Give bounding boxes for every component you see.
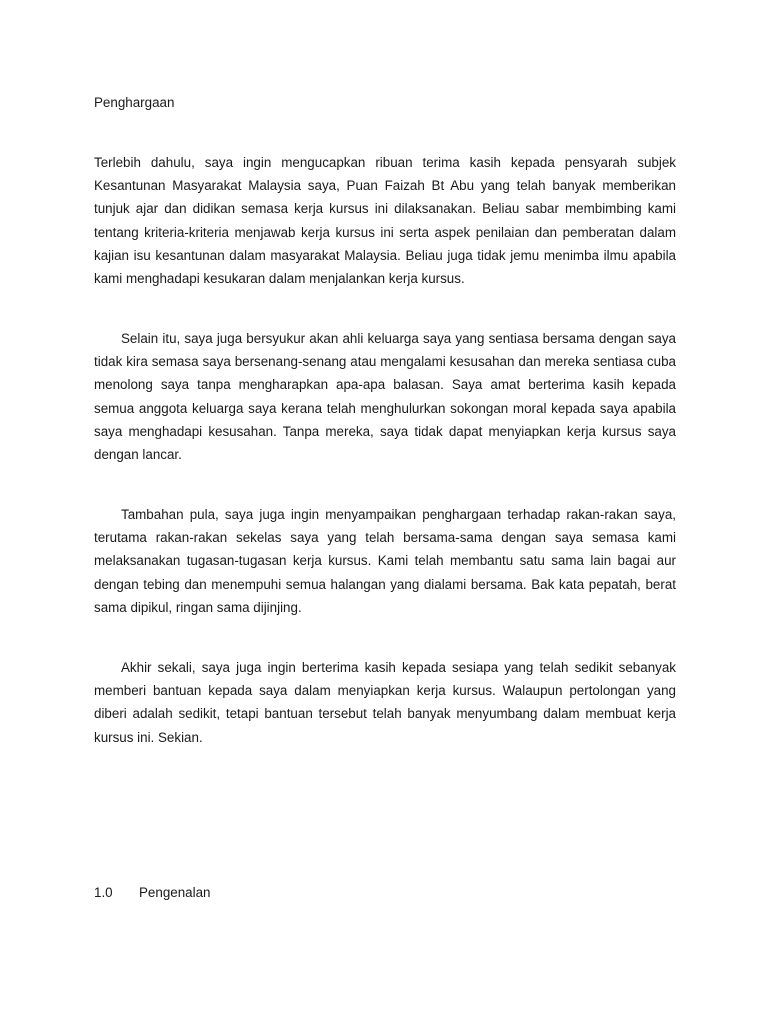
paragraph-4: Akhir sekali, saya juga ingin berterima kasih kepada sesiapa yang telah sedikit sebanyak memberi bantuan kepada saya dalam menyiapkan kerja kursus. Walaupun pertolongan yang diberi adalah sedikit, tetapi bantuan tersebut telah banyak menyumbang dalam membuat kerja kursus ini. Sekian. [94,660,676,745]
paragraph-1: Terlebih dahulu, saya ingin mengucapkan ribuan terima kasih kepada pensyarah subjek Kesantunan Masyarakat Malaysia saya, Puan Faizah Bt Abu yang telah banyak memberikan tunjuk ajar dan didikan semasa kerja kursus ini dilaksanakan. Beliau sabar membimbing kami tentang kriteria-kriteria menjawab kerja kursus ini serta aspek penilaian dan pemberatan dalam kajian isu kesantunan dalam masyarakat Malaysia. Beliau juga tidak jemu menimba ilmu apabila kami menghadapi kesukaran dalam menjalankan kerja kursus. [94,155,676,287]
section-number: 1.0 [94,885,113,900]
paragraph-3: Tambahan pula, saya juga ingin menyampaikan penghargaan terhadap rakan-rakan saya, terutama rakan-rakan sekelas saya yang telah bersama-sama dengan saya semasa kami melaksanakan tugasan-tugasan kerja kursus. Kami telah membantu satu sama lain bagai aur dengan tebing dan menempuhi semua halangan yang dialami bersama. Bak kata pepatah, berat sama dipikul, ringan sama dijinjing. [94,507,676,615]
section-heading [94,881,210,904]
page-title: Penghargaan [94,95,175,110]
paragraph-2: Selain itu, saya juga bersyukur akan ahli keluarga saya yang sentiasa bersama dengan saya tidak kira semasa saya bersenang-senang atau mengalami kesusahan dan mereka sentiasa cuba menolong saya tanpa mengharapkan apa-apa balasan. Saya amat berterima kasih kepada semua anggota keluarga saya kerana telah menghulurkan sokongan moral kepada saya apabila saya menghadapi kesusahan. Tanpa mereka, saya tidak dapat menyiapkan kerja kursus saya dengan lancar. [94,331,676,463]
section-title: Pengenalan [139,885,211,900]
